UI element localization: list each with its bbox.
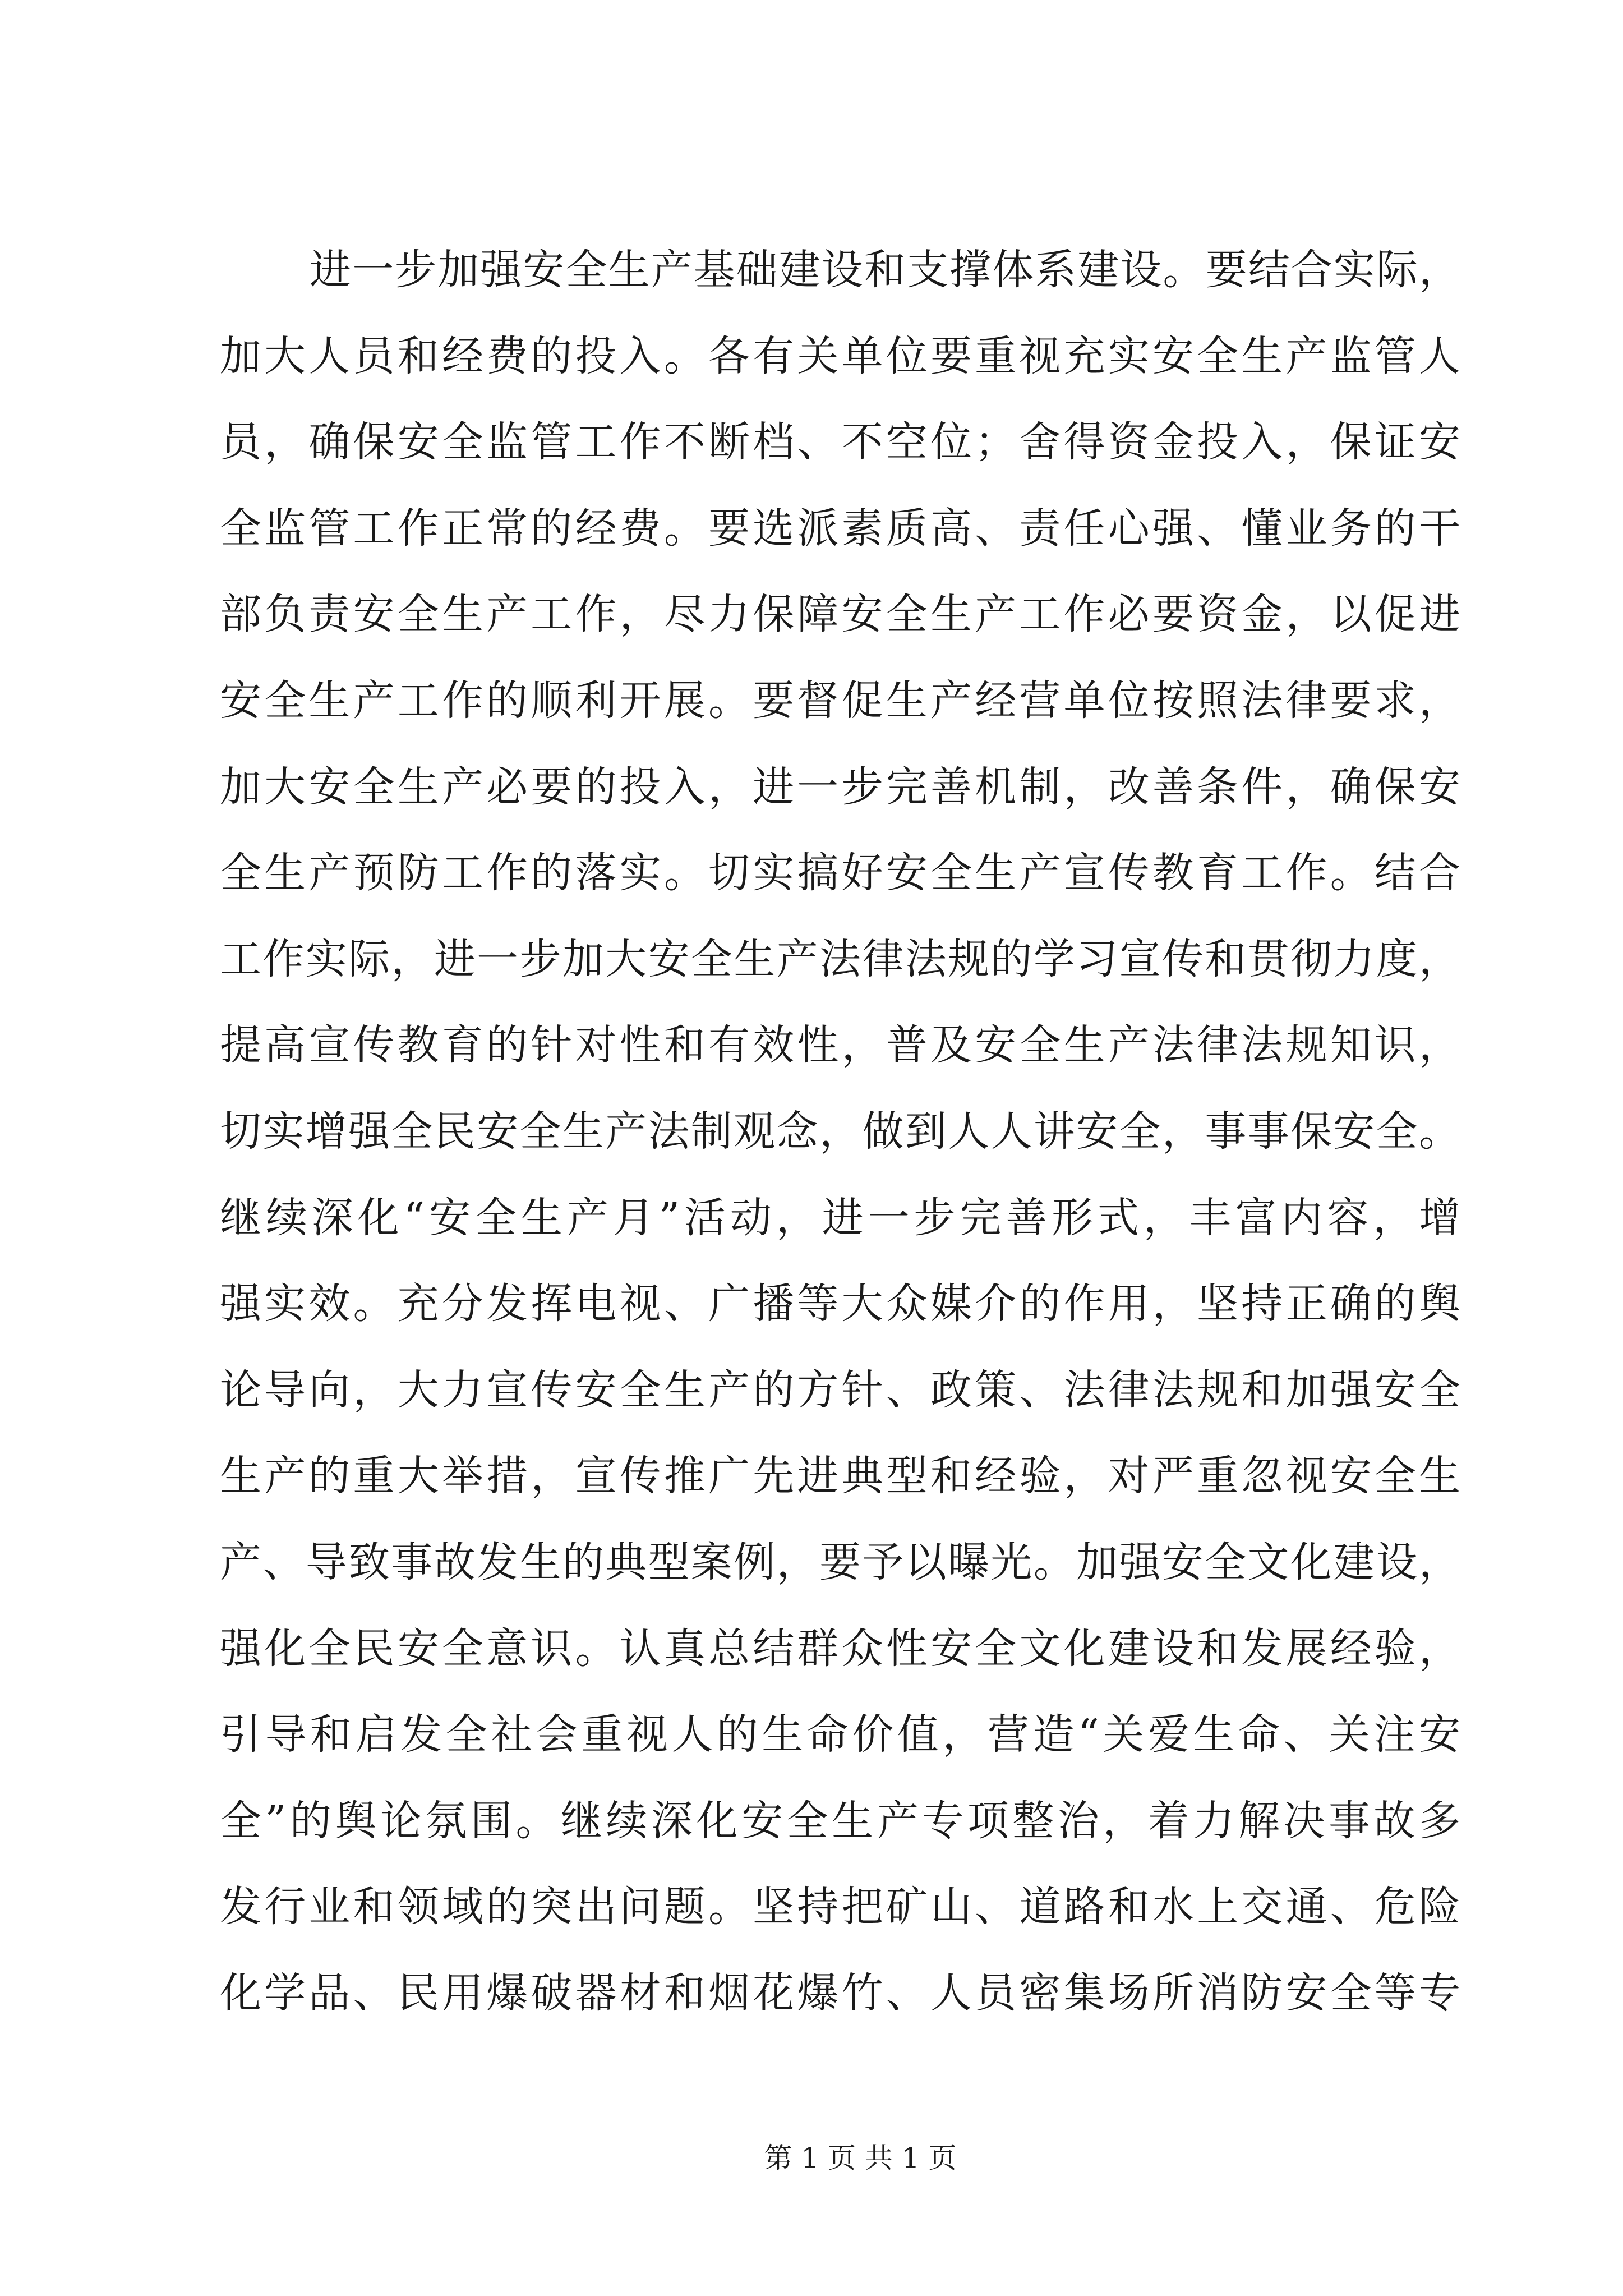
paragraph-line: 工作实际，进一步加大安全生产法律法规的学习宣传和贯彻力度， bbox=[220, 935, 1460, 983]
page-footer: 第 1 页 共 1 页 bbox=[764, 2142, 957, 2174]
paragraph-line: 安全生产工作的顺利开展。要督促生产经营单位按照法律要求， bbox=[220, 676, 1460, 725]
paragraph-line: 部负责安全生产工作，尽力保障安全生产工作必要资金，以促进 bbox=[220, 590, 1460, 639]
paragraph-line: 强化全民安全意识。认真总结群众性安全文化建设和发展经验， bbox=[220, 1624, 1460, 1673]
paragraph-line: 化学品、民用爆破器材和烟花爆竹、人员密集场所消防安全等专 bbox=[220, 1968, 1460, 2017]
paragraph-line: 员，确保安全监管工作不断档、不空位；舍得资金投入，保证安 bbox=[220, 418, 1460, 467]
document-body bbox=[220, 227, 1460, 2036]
paragraph-line: 生产的重大举措，宣传推广先进典型和经验，对严重忽视安全生 bbox=[220, 1452, 1460, 1501]
paragraph-line: 全监管工作正常的经费。要选派素质高、责任心强、懂业务的干 bbox=[220, 504, 1460, 553]
paragraph-line: 论导向，大力宣传安全生产的方针、政策、法律法规和加强安全 bbox=[220, 1365, 1460, 1414]
paragraph-line: 全”的舆论氛围。继续深化安全生产专项整治，着力解决事故多 bbox=[220, 1796, 1460, 1845]
paragraph-line: 发行业和领域的突出问题。坚持把矿山、道路和水上交通、危险 bbox=[220, 1883, 1460, 1931]
paragraph-line: 加大人员和经费的投入。各有关单位要重视充实安全生产监管人 bbox=[220, 332, 1460, 380]
paragraph-line: 全生产预防工作的落实。切实搞好安全生产宣传教育工作。结合 bbox=[220, 849, 1460, 898]
paragraph-line: 进一步加强安全生产基础建设和支撑体系建设。要结合实际， bbox=[310, 246, 1460, 294]
paragraph-line: 产、导致事故发生的典型案例，要予以曝光。加强安全文化建设， bbox=[220, 1538, 1460, 1586]
paragraph-line: 引导和启发全社会重视人的生命价值，营造“关爱生命、关注安 bbox=[220, 1710, 1460, 1759]
paragraph-line: 强实效。充分发挥电视、广播等大众媒介的作用，坚持正确的舆 bbox=[220, 1280, 1460, 1328]
paragraph-line: 切实增强全民安全生产法制观念，做到人人讲安全，事事保安全。 bbox=[220, 1107, 1460, 1156]
paragraph-line: 加大安全生产必要的投入，进一步完善机制，改善条件，确保安 bbox=[220, 762, 1460, 811]
paragraph-line: 提高宣传教育的针对性和有效性，普及安全生产法律法规知识， bbox=[220, 1021, 1460, 1070]
paragraph-line: 继续深化“安全生产月”活动，进一步完善形式，丰富内容，增 bbox=[220, 1193, 1460, 1242]
